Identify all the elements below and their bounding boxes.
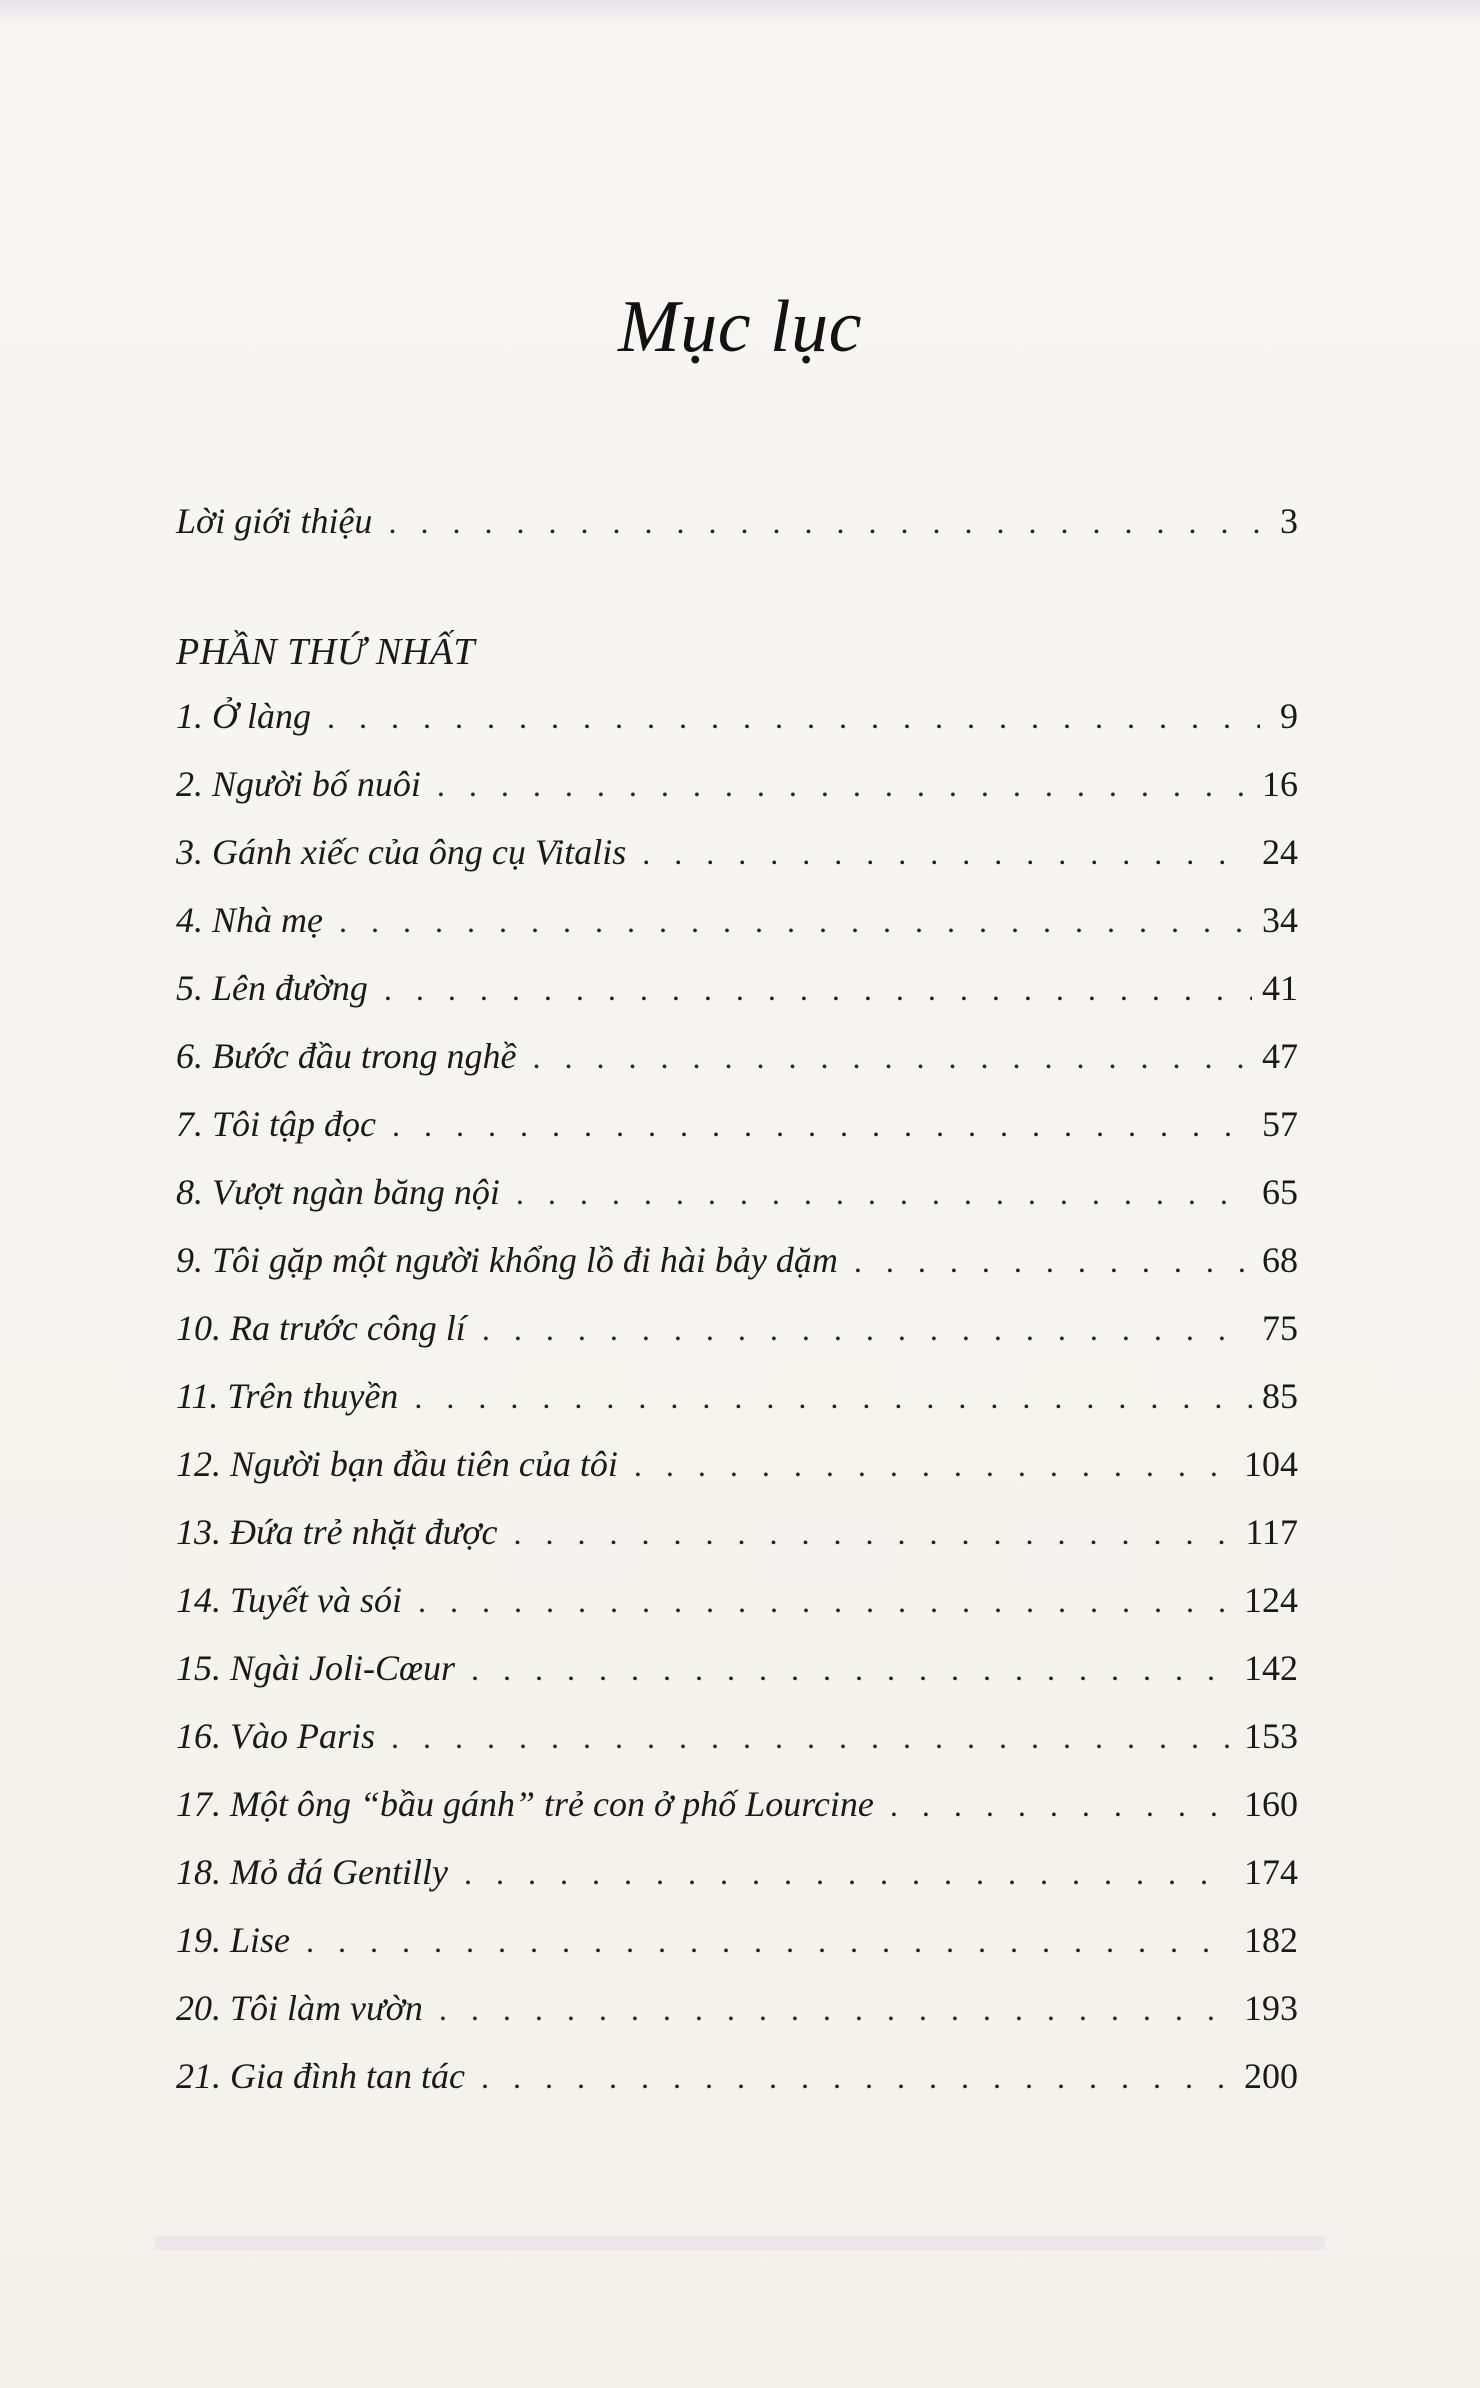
dot-leader <box>391 1719 1234 1756</box>
dot-leader <box>890 1787 1234 1824</box>
toc-entry <box>176 1579 1298 1647</box>
dot-leader <box>481 2059 1234 2096</box>
toc-page-number: 34 <box>1262 900 1298 940</box>
toc-page-number: 104 <box>1244 1444 1298 1484</box>
dot-leader <box>414 1379 1252 1416</box>
dot-leader <box>306 1923 1234 1960</box>
toc-entry <box>176 1987 1298 2055</box>
toc-page-number: 9 <box>1280 696 1298 736</box>
dot-leader <box>437 767 1252 804</box>
toc-entry-title: 8. Vượt ngàn băng nội <box>176 1172 500 1212</box>
toc-entry <box>176 1239 1298 1307</box>
toc-entry-title: 15. Ngài Joli-Cœur <box>176 1648 456 1688</box>
toc-entry-title: 12. Người bạn đầu tiên của tôi <box>176 1444 618 1484</box>
toc-entry <box>176 1171 1298 1239</box>
dot-leader <box>464 1855 1234 1892</box>
toc-entry-title: Lời giới thiệu <box>176 501 373 541</box>
dot-leader <box>384 971 1252 1008</box>
toc-page-number: 160 <box>1244 1784 1298 1824</box>
toc-entry <box>176 1647 1298 1715</box>
toc-entry-title: 13. Đứa trẻ nhặt được <box>176 1512 498 1552</box>
toc-entry-title: 4. Nhà mẹ <box>176 900 323 940</box>
toc-entry <box>176 1035 1298 1103</box>
dot-leader <box>439 1991 1234 2028</box>
toc-entry <box>176 1375 1298 1443</box>
toc-page-number: 182 <box>1244 1920 1298 1960</box>
toc-page-number: 57 <box>1262 1104 1298 1144</box>
toc-entry <box>176 695 1298 763</box>
toc-entry <box>176 967 1298 1035</box>
toc-entry <box>176 1919 1298 1987</box>
part-heading: PHẦN THỨ NHẤT <box>176 631 476 673</box>
toc-page-number: 200 <box>1244 2056 1298 2096</box>
toc-entry <box>176 1715 1298 1783</box>
toc-page-number: 153 <box>1244 1716 1298 1756</box>
toc-page-number: 142 <box>1244 1648 1298 1688</box>
toc-page-number: 3 <box>1280 501 1298 541</box>
page-footer-band <box>155 2236 1325 2250</box>
toc-entry <box>176 1783 1298 1851</box>
toc-page-number: 47 <box>1262 1036 1298 1076</box>
toc-entry-intro <box>176 500 1298 568</box>
dot-leader <box>339 903 1252 940</box>
toc-entry-title: 5. Lên đường <box>176 968 368 1008</box>
toc-page-number: 24 <box>1262 832 1298 872</box>
toc-page-number: 174 <box>1244 1852 1298 1892</box>
dot-leader <box>516 1175 1252 1212</box>
toc-entry-title: 10. Ra trước công lí <box>176 1308 466 1348</box>
toc-entry <box>176 1511 1298 1579</box>
toc-entry-title: 2. Người bố nuôi <box>176 764 421 804</box>
dot-leader <box>532 1039 1252 1076</box>
toc-entry-title: 11. Trên thuyền <box>176 1376 399 1416</box>
toc-page-number: 117 <box>1245 1512 1298 1552</box>
toc-entry-title: 16. Vào Paris <box>176 1716 376 1756</box>
toc-entry-title: 14. Tuyết và sói <box>176 1580 402 1620</box>
dot-leader <box>388 504 1260 541</box>
dot-leader <box>471 1651 1234 1688</box>
dot-leader <box>327 699 1260 736</box>
toc-entry-title: 21. Gia đình tan tác <box>176 2056 465 2096</box>
toc-list <box>176 695 1298 2123</box>
toc-entry <box>176 1443 1298 1511</box>
toc-entry-title: 3. Gánh xiếc của ông cụ Vitalis <box>176 832 627 872</box>
toc-page-number: 16 <box>1262 764 1298 804</box>
toc-entry <box>176 1103 1298 1171</box>
toc-entry <box>176 2055 1298 2123</box>
toc-page-number: 75 <box>1262 1308 1298 1348</box>
toc-entry <box>176 899 1298 967</box>
toc-page-number: 68 <box>1262 1240 1298 1280</box>
toc-entry <box>176 831 1298 899</box>
toc-entry-title: 17. Một ông “bầu gánh” trẻ con ở phố Lourcine <box>176 1784 874 1824</box>
toc-page-number: 124 <box>1244 1580 1298 1620</box>
toc-page-number: 65 <box>1262 1172 1298 1212</box>
dot-leader <box>634 1447 1234 1484</box>
page-top-edge <box>0 0 1480 26</box>
dot-leader <box>513 1515 1235 1552</box>
dot-leader <box>482 1311 1252 1348</box>
toc-page-number: 85 <box>1262 1376 1298 1416</box>
toc-entry <box>176 1307 1298 1375</box>
toc-entry-title: 6. Bước đầu trong nghề <box>176 1036 517 1076</box>
toc-entry-title: 20. Tôi làm vườn <box>176 1988 423 2028</box>
toc-entry <box>176 763 1298 831</box>
dot-leader <box>854 1243 1252 1280</box>
toc-entry-title: 9. Tôi gặp một người khổng lồ đi hài bảy dặm <box>176 1240 838 1280</box>
toc-entry-title: 19. Lise <box>176 1920 291 1960</box>
page-title: Mục lục <box>618 286 862 368</box>
toc-entry-title: 1. Ở làng <box>176 696 311 736</box>
toc-entry-title: 7. Tôi tập đọc <box>176 1104 377 1144</box>
dot-leader <box>642 835 1252 872</box>
dot-leader <box>392 1107 1252 1144</box>
toc-entry-title: 18. Mỏ đá Gentilly <box>176 1852 448 1892</box>
toc-page-number: 41 <box>1262 968 1298 1008</box>
toc-entry <box>176 1851 1298 1919</box>
dot-leader <box>418 1583 1234 1620</box>
toc-page-number: 193 <box>1244 1988 1298 2028</box>
